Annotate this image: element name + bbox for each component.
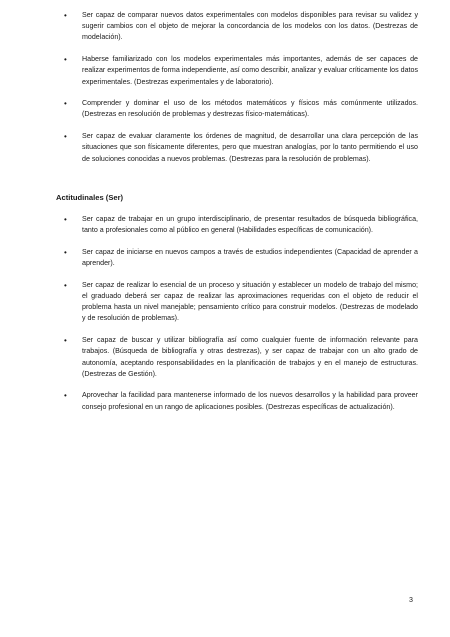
list-item bbox=[0, 390, 450, 412]
list-item bbox=[0, 131, 450, 165]
list-item-text: Ser capaz de iniciarse en nuevos campos a través de estudios independientes (Capacidad de aprender a aprender). bbox=[82, 247, 418, 268]
list-item-text: Ser capaz de trabajar en un grupo interdisciplinario, de presentar resultados de búsqueda bibliográfica, tanto a profesionales como al público en general (Habilidades específicas de comunicación). bbox=[82, 215, 418, 235]
competency-list-attitudinal bbox=[0, 214, 450, 423]
competency-list-skills bbox=[0, 10, 450, 175]
bullet: • bbox=[64, 55, 67, 65]
bullet: • bbox=[64, 11, 67, 20]
bullet: • bbox=[64, 215, 67, 224]
list-item-text: Ser capaz de comparar nuevos datos experimentales con modelos disponibles para revisar su validez y sugerir cambios con el objeto de mejorar la concordancia de los modelos con los datos. (Destrezas de modelación). bbox=[82, 11, 418, 42]
bullet: • bbox=[64, 247, 67, 257]
list-item-text: Haberse familiarizado con los modelos experimentales más importantes, además de ser capaces de realizar experimentos de forma independiente, así como describir, analizar y evaluar críticamente los datos experimentales. (Destrezas experimentales y de laboratorio). bbox=[82, 55, 418, 86]
list-item bbox=[0, 10, 450, 44]
list-item-text: Ser capaz de buscar y utilizar bibliografía así como cualquier fuente de información relevante para trabajos. (Búsqueda de bibliografía y otras destrezas), y ser capaz de trabajar con un alto grado de autonomía, aceptando responsabilidades en la planificación de trabajos y en el manejo de estructuras. (Destrezas de Gestión). bbox=[82, 336, 418, 378]
list-item-text: Ser capaz de evaluar claramente los órdenes de magnitud, de desarrollar una clara percepción de las situaciones que son físicamente diferentes, pero que muestran analogías, por lo tanto permitiendo el uso de soluciones conocidas a nuevos problemas. (Destrezas para la resolución de problemas). bbox=[82, 132, 418, 163]
list-item bbox=[0, 280, 450, 325]
bullet: • bbox=[64, 280, 67, 290]
list-item-text: Comprender y dominar el uso de los métodos matemáticos y físicos más comúnmente utilizados. (Destrezas en resolución de problemas y destrezas físico-matemáticas). bbox=[82, 99, 418, 119]
bullet: • bbox=[64, 132, 67, 142]
bullet: • bbox=[64, 99, 67, 109]
bullet: • bbox=[64, 336, 67, 346]
list-item-text: Aprovechar la facilidad para mantenerse informado de los nuevos desarrollos y la habilidad para proveer consejo profesional en un rango de aplicaciones posibles. (Destrezas específicas de actualización). bbox=[82, 391, 418, 411]
list-item bbox=[0, 214, 450, 236]
list-item bbox=[0, 335, 450, 380]
list-item bbox=[0, 98, 450, 120]
section-heading: Actitudinales (Ser) bbox=[56, 193, 124, 202]
list-item-text: Ser capaz de realizar lo esencial de un proceso y situación y establecer un modelo de trabajo del mismo; el graduado deberá ser capaz de realizar las aproximaciones requeridas con el objeto de reducir el problema hasta un nivel manejable; pensamiento crítico para construir modelos. (Destrezas de modelado y de resolución de problemas). bbox=[82, 280, 418, 323]
bullet: • bbox=[64, 391, 67, 401]
list-item bbox=[0, 247, 450, 269]
page-number: 3 bbox=[409, 596, 413, 604]
list-item bbox=[0, 54, 450, 88]
